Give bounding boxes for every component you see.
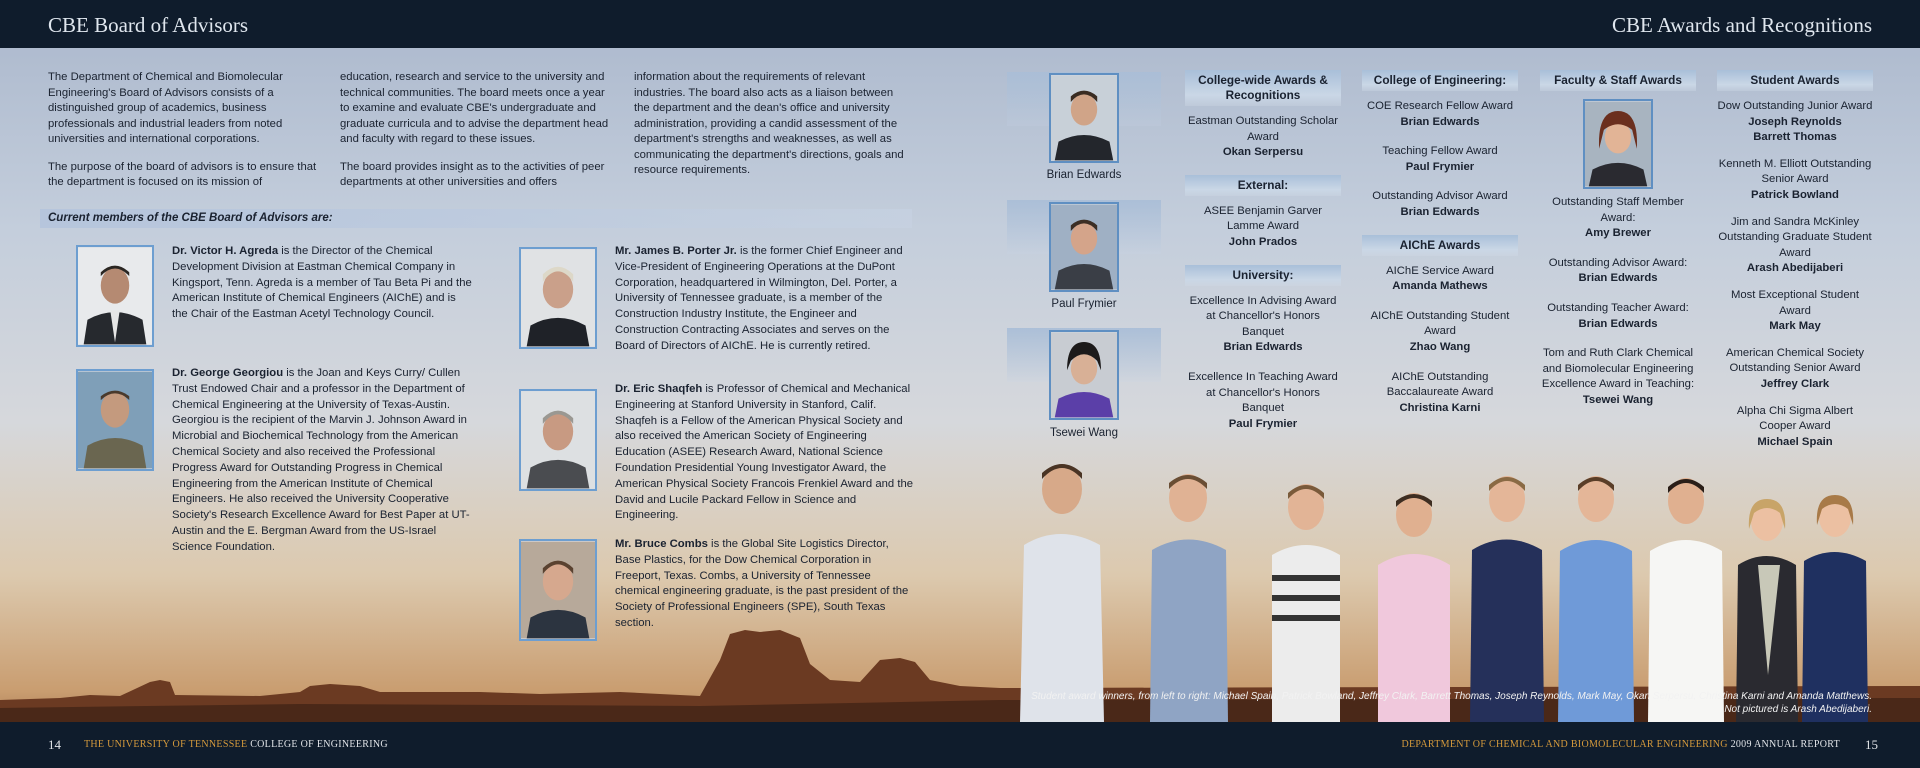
advisor-name: Mr. Bruce Combs (615, 538, 708, 550)
award-recipient: Okan Serpersu (1222, 146, 1304, 159)
faculty-name: Brian Edwards (1046, 169, 1122, 181)
intro-column-1 (48, 70, 318, 203)
members-heading: Current members of the CBE Board of Advisors are: (48, 212, 333, 224)
award-title: AIChE Outstanding Student Award (1370, 309, 1510, 338)
award-title: Kenneth M. Elliott Outstanding Senior Award (1718, 157, 1872, 186)
award-item (1717, 99, 1873, 146)
advisor-bio (172, 366, 474, 556)
footer-college: COLLEGE OF ENGINEERING (250, 739, 388, 750)
award-recipient: Brian Edwards (1400, 205, 1480, 218)
award-recipient: Amanda Mathews (1392, 280, 1488, 293)
award-heading: Student Awards (1717, 70, 1873, 91)
award-heading: College of Engineering: (1362, 70, 1518, 91)
intro-paragraph: The board provides insight as to the activities of peer departments at other universities and offers (340, 160, 605, 188)
award-item (1362, 370, 1518, 417)
top-bar (0, 0, 1920, 48)
faculty-portrait (1049, 202, 1119, 292)
award-item (1185, 114, 1341, 161)
advisor-name: Dr. George Georgiou (172, 367, 284, 379)
right-page-number: 15 (1865, 737, 1878, 752)
faculty-portrait (1049, 330, 1119, 420)
award-recipient: Paul Frymier (1405, 160, 1475, 173)
advisor-bio (615, 382, 915, 524)
awards-column-college (1185, 70, 1341, 446)
award-recipient: Brian Edwards (1223, 341, 1303, 354)
award-recipient: Tsewei Wang (1582, 393, 1654, 406)
award-title: Excellence In Advising Award at Chancellor's Honors Banquet (1189, 294, 1337, 338)
award-recipient: Brian Edwards (1400, 115, 1480, 128)
award-heading: AIChE Awards (1362, 235, 1518, 256)
award-item (1362, 189, 1518, 220)
award-item (1362, 99, 1518, 130)
award-item (1540, 195, 1696, 242)
award-item (1717, 288, 1873, 335)
award-item (1185, 204, 1341, 251)
advisor-bio (615, 244, 915, 355)
award-recipient: Brian Edwards (1578, 317, 1658, 330)
advisor-portrait (519, 389, 597, 491)
award-heading: Faculty & Staff Awards (1540, 70, 1696, 91)
intro-column-3 (634, 70, 904, 191)
left-page-title: CBE Board of Advisors (48, 13, 249, 37)
advisor-name: Dr. Eric Shaqfeh (615, 383, 703, 395)
right-footer-text (1401, 739, 1840, 750)
award-recipient: Barrett Thomas (1753, 131, 1837, 144)
award-recipient: Brian Edwards (1578, 272, 1658, 285)
awards-column-student (1717, 70, 1873, 461)
advisor-description: is the Director of the Chemical Development Division at Eastman Chemical Company in Kingsport, Tenn. Agreda is a member of Tau Beta Pi and the American Institute of Chemical Engineers (AIChE) and is the Chair of the Eastman Acetyl Technology Council. (172, 245, 472, 321)
award-title: Excellence In Teaching Award at Chancellor's Honors Banquet (1188, 370, 1338, 415)
award-title: AIChE Service Award (1386, 264, 1494, 277)
award-title: Jim and Sandra McKinley Outstanding Graduate Student Award (1718, 215, 1872, 259)
award-recipient: Joseph Reynolds (1748, 115, 1842, 128)
award-title: Outstanding Teacher Award: (1547, 301, 1689, 314)
award-item (1540, 346, 1696, 408)
award-title: Tom and Ruth Clark Chemical and Biomolecular Engineering Excellence Award in Teaching: (1541, 347, 1695, 391)
group-caption-line: Student award winners, from left to right: Michael Spain, Patrick Bowland, Jeffrey Clark, Barrett Thomas, Joseph Reynolds, Mark May, Okan Serpersu, Christina Karni and Amanda Matthews. (1031, 691, 1872, 702)
left-page-number: 14 (48, 737, 61, 752)
footer-brand: THE UNIVERSITY OF TENNESSEE (84, 739, 248, 750)
award-title: Teaching Fellow Award (1382, 145, 1498, 158)
award-item (1362, 264, 1518, 295)
award-title: Outstanding Advisor Award: (1548, 256, 1688, 269)
faculty-portrait (1049, 73, 1119, 163)
group-photo-caption (1012, 690, 1872, 716)
award-item (1717, 215, 1873, 277)
award-item (1185, 370, 1341, 432)
award-item (1362, 144, 1518, 175)
advisor-description: is Professor of Chemical and Mechanical Engineering at Stanford University in Stanford, Calif. Shaqfeh is a Fellow of the American Physical Society and also received the American Society of Engineering Education (ASEE) Research Award, National Science Foundation Presidential Young Investigator Award, the American Physical Society Francois Frenkiel Award and the David and Lucile Packard Fellow in Science and Engineering. (615, 383, 914, 522)
award-recipient: Mark May (1769, 320, 1821, 333)
award-recipient: Jeffrey Clark (1760, 377, 1830, 390)
award-heading: University: (1185, 265, 1341, 286)
intro-paragraph: The purpose of the board of advisors is to ensure that the department is focused on its mission of (48, 160, 317, 188)
footer-report: 2009 ANNUAL REPORT (1730, 739, 1840, 750)
award-recipient: Paul Frymier (1228, 417, 1298, 430)
award-item (1540, 256, 1696, 287)
intro-column-2 (340, 70, 610, 203)
members-heading-bar (40, 209, 912, 228)
award-item (1540, 301, 1696, 332)
award-title: Alpha Chi Sigma Albert Cooper Award (1736, 404, 1854, 433)
award-title: Dow Outstanding Junior Award (1717, 100, 1873, 112)
award-recipient: John Prados (1228, 235, 1298, 248)
award-recipient: Patrick Bowland (1751, 188, 1839, 201)
footer-bar (0, 722, 1920, 768)
advisor-bio (615, 537, 915, 632)
award-heading: College-wide Awards & Recognitions (1185, 70, 1341, 106)
award-recipient: Christina Karni (1399, 401, 1481, 414)
advisor-name: Dr. Victor H. Agreda (172, 245, 279, 257)
award-title: Outstanding Advisor Award (1372, 190, 1508, 203)
award-item (1717, 346, 1873, 393)
advisor-bio (172, 244, 472, 323)
advisor-description: is the Joan and Keys Curry/ Cullen Trust Endowed Chair and a professor in the Department of Chemical Engineering at the University of Texas-Austin. Georgiou is the recipient of the Marvin J. Johnson Award in Microbial and Biochemical Technology from the American Chemical Society and also received the Professional Progress Award for Outstanding Progress in Chemical Engineering from the American Institute of Chemical Engineers. He also received the University Cooperative Society's Research Excellence Award for Best Paper at UT-Austin and the E. Bergman Award from the US-Israel Science Foundation. (172, 367, 470, 553)
award-title: AIChE Outstanding Baccalaureate Award (1386, 370, 1494, 399)
award-item (1717, 157, 1873, 204)
advisor-portrait (519, 539, 597, 641)
advisor-name: Mr. James B. Porter Jr. (615, 245, 737, 257)
advisor-description: is the former Chief Engineer and Vice-President of Engineering Operations at the DuPont Corporation, headquartered in Wilmington, Del. Porter, a University of Tennessee graduate, is a member of the Construction Industry Institute, the Engineer and Construction Contracting Associates and serves on the Board of Directors of AIChE. He is currently retired. (615, 245, 903, 352)
intro-paragraph: The Department of Chemical and Biomolecular Engineering's Board of Advisors consists of a distinguished group of academics, business professionals and industrial leaders from noted universities and international corporations. (48, 71, 283, 145)
awards-column-coe (1362, 70, 1518, 430)
student-group-photo (1010, 455, 1880, 722)
award-item (1717, 404, 1873, 451)
award-recipient: Zhao Wang (1409, 340, 1471, 353)
award-title: ASEE Benjamin Garver Lamme Award (1203, 204, 1323, 233)
intro-paragraph: education, research and service to the university and technical communities. The board meets once a year to examine and evaluate CBE's undergraduate and graduate curricula and to advise the department head and faculty with regard to these issues. (340, 71, 609, 145)
awards-column-faculty (1540, 70, 1696, 423)
award-title: Outstanding Staff Member Award: (1552, 196, 1684, 224)
faculty-name: Paul Frymier (1051, 298, 1117, 310)
group-caption-line: Not pictured is Arash Abedijaberi. (1724, 704, 1872, 715)
award-recipient: Amy Brewer (1585, 227, 1651, 240)
faculty-name: Tsewei Wang (1050, 427, 1118, 439)
right-page-title: CBE Awards and Recognitions (1612, 13, 1872, 37)
award-title: American Chemical Society Outstanding Senior Award (1725, 346, 1865, 375)
advisor-portrait (76, 369, 154, 471)
advisor-portrait (76, 245, 154, 347)
staff-portrait (1583, 99, 1653, 189)
advisor-description: is the Global Site Logistics Director, Base Plastics, for the Dow Chemical Corporation in Freeport, Texas. Combs, a University of Tennessee chemical engineering graduate, is the past president of the Society of Professional Engineers (SPE), South Texas section. (615, 538, 909, 629)
award-recipient: Arash Abedijaberi (1746, 262, 1844, 275)
award-title: Most Exceptional Student Award (1730, 288, 1860, 317)
intro-paragraph: information about the requirements of relevant industries. The board also acts as a liaison between the department and the dean's office and university administration, providing a candid assessment of the department's strengths and weaknesses, as well as communicating the department's directions, goals and resource requirements. (634, 71, 904, 176)
footer-department: DEPARTMENT OF CHEMICAL AND BIOMOLECULAR ENGINEERING (1401, 739, 1728, 750)
advisor-portrait (519, 247, 597, 349)
left-footer-text (84, 739, 388, 750)
award-recipient: Michael Spain (1757, 435, 1833, 448)
award-title: COE Research Fellow Award (1366, 100, 1514, 112)
award-item (1185, 294, 1341, 356)
award-title: Eastman Outstanding Scholar Award (1187, 115, 1339, 143)
award-item (1362, 309, 1518, 356)
award-heading: External: (1185, 175, 1341, 196)
